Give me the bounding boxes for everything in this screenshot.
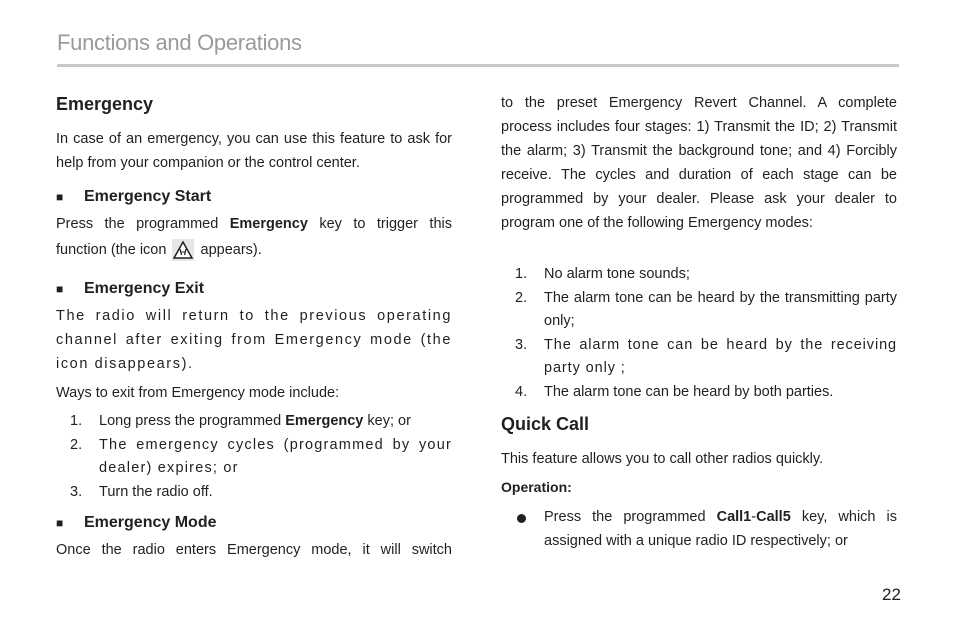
exit-ways-intro: Ways to exit from Emergency mode include: [56,385,340,401]
header-divider [57,64,899,67]
emergency-mode-heading [56,514,452,532]
square-bullet: ■ [56,516,64,530]
emergency-start-title: Emergency Start [84,188,212,205]
emergency-exit-title: Emergency Exit [84,280,205,297]
list-text: Long press the programmed [99,413,282,429]
emergency-start-heading [56,188,452,206]
list-item [501,334,897,381]
emergency-modes-list [501,263,897,404]
list-text: No alarm tone sounds; [544,266,690,282]
step-dash: - [751,509,757,525]
list-number: 2. [70,436,83,453]
emergency-continuation-text: to the preset Emergency Revert Channel. A complete process includes four stages: 1) Transmit the ID; 2) Transmit the alarm; 3) Transmit the background tone; and 4) Forcibly receive. The cycles and duration of each stage can be programmed by your dealer. Please ask your dealer to program one of the following Emergency modes: [501,95,897,231]
start-text-line2-post: appears). [200,242,262,258]
quick-call-steps [501,506,897,553]
list-text: The alarm tone can be heard by both parties. [544,383,834,400]
list-number: 3. [515,336,528,353]
list-number: 1. [70,413,83,429]
start-text-mid: key to trigger this [319,216,452,232]
list-number: 2. [515,289,528,306]
list-item [501,263,897,287]
start-text-line2-pre: function (the icon [56,242,167,258]
emergency-intro: In case of an emergency, you can use this feature to ask for help from your companion or the control center. [56,131,452,171]
exit-text: The radio will return to the previous operating channel after exiting from Emergency mode (the icon disappears). [56,308,452,372]
step-text: key, which is assigned with a unique radio ID respectively; or [544,509,898,549]
emergency-start-text-line2 [56,238,452,262]
start-text-pre: Press the programmed [56,216,219,232]
emergency-mode-title: Emergency Mode [84,514,217,531]
list-item [501,381,897,405]
square-bullet: ■ [56,190,64,204]
list-text: key; or [367,413,411,429]
list-item [501,287,897,334]
emergency-exit-text [56,304,452,376]
list-text: Turn the radio off. [99,483,213,500]
square-bullet: ■ [56,282,64,296]
list-text-bold: Emergency [285,413,364,429]
list-item [56,481,452,505]
list-item [56,410,452,434]
emergency-warning-icon [172,239,194,261]
step-key-bold: Call5 [756,509,791,525]
list-number: 1. [515,266,528,282]
exit-ways-list [56,410,452,504]
emergency-start-text-line1 [56,212,452,236]
emergency-heading: Emergency [56,94,154,114]
list-text: The alarm tone can be heard by the transmitting party only; [544,289,897,329]
page-number: 22 [882,585,901,604]
quick-call-heading: Quick Call [501,414,590,434]
operation-label: Operation: [501,479,572,495]
list-number: 3. [70,483,83,500]
quick-call-intro: This feature allows you to call other radios quickly. [501,451,824,467]
bullet-dot-icon [517,514,526,523]
list-text: The alarm tone can be heard by the receiving party only ; [544,336,897,376]
list-item [501,506,897,553]
emergency-mode-text: Once the radio enters Emergency mode, it will switch [56,542,452,558]
step-key-bold: Call1 [716,509,752,525]
step-text: Press the programmed [544,509,706,525]
list-item [56,434,452,481]
page-header-title: Functions and Operations [57,30,302,55]
list-text: The emergency cycles (programmed by your dealer) expires; or [99,436,452,476]
emergency-exit-heading [56,280,452,298]
start-text-bold: Emergency [229,216,308,232]
list-number: 4. [515,383,528,400]
